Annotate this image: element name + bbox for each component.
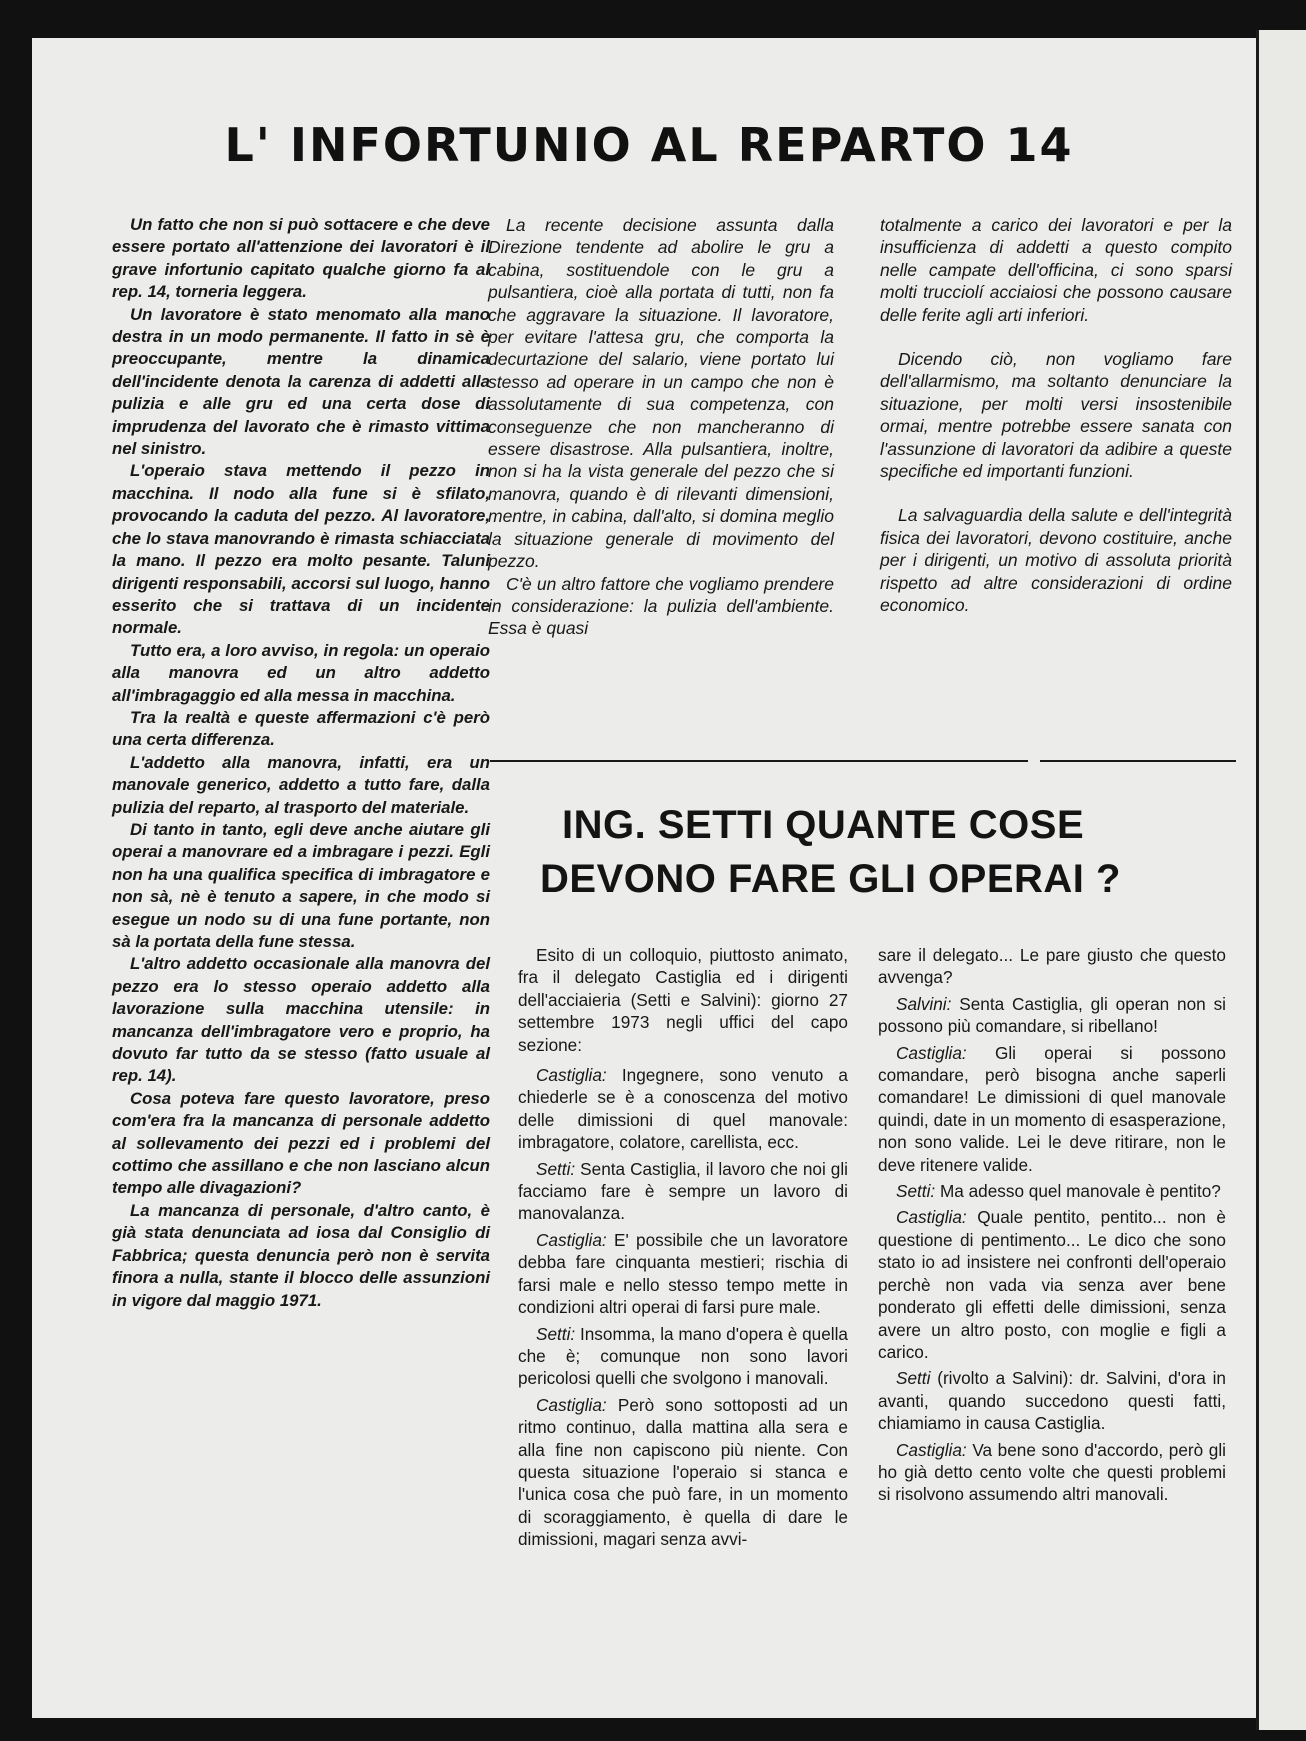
dialogue-line bbox=[878, 1042, 1226, 1176]
article-column-1 bbox=[112, 214, 490, 1312]
paragraph: Un lavoratore è stato menomato alla mano destra in un modo permanente. Il fatto in sè è preoccupante, mentre la dinamica dell'incidente denota la carenza di addetti alla pulizia e alle gru ed una certa dose di imprudenza del lavorato che è rimasto vittima nel sinistro. bbox=[112, 304, 490, 459]
dialogue-text: (rivolto a Salvini): dr. Salvini, d'ora in avanti, quando succedono questi fatti, chiamiamo in causa Castiglia. bbox=[878, 1368, 1226, 1434]
speaker: Castiglia: bbox=[896, 1207, 967, 1228]
speaker: Setti: bbox=[536, 1158, 576, 1179]
speaker: Castiglia: bbox=[896, 1042, 967, 1063]
paragraph: La salvaguardia della salute e dell'integrità fisica dei lavoratori, devono costituire, anche per i dirigenti, un motivo di assoluta priorità rispetto ad altre considerazioni di ordine economico. bbox=[880, 505, 1232, 616]
paragraph: Cosa poteva fare questo lavoratore, preso com'era fra la mancanza di personale addetto al sollevamento dei pezzi ed i problemi del cottimo che assillano e che non lasciano alcun tempo alle divagazioni? bbox=[112, 1088, 490, 1198]
speaker: Castiglia: bbox=[536, 1065, 607, 1086]
dialogue-text: Gli operai si possono comandare, però bisogna anche saperli comandare! Le dimissioni di quel manovale quindi, date in un momento di esasperazione, non sono valide. Lei le deve ritirare, non le deve ritenere valide. bbox=[878, 1042, 1226, 1175]
dialogue-text: E' possibile che un lavoratore debba fare cinquanta mestieri; rischia di farsi male e nello stesso tempo mette in condizioni altri operai di farsi pure male. bbox=[518, 1229, 849, 1318]
paragraph: L'altro addetto occasionale alla manovra del pezzo era lo stesso operaio addetto alla lavorazione sulla macchina utensile: in mancanza dell'imbragatore vero e proprio, ha dovuto far tutto da se stesso (fatto usuale al rep. 14). bbox=[112, 954, 490, 1086]
separator-rule bbox=[1040, 760, 1236, 762]
paragraph: totalmente a carico dei lavoratori e per la insufficienza di addetti a questo compito nelle campate dell'officina, ci sono sparsi molti trucciolí acciaiosi che possono causare delle ferite agli arti inferiori. bbox=[880, 215, 1232, 325]
dialogue-text: Ma adesso quel manovale è pentito? bbox=[939, 1181, 1221, 1202]
dialogue-text: Va bene sono d'accordo, però gli ho già detto cento volte che questi problemi si risolvono assumendo altri manovali. bbox=[878, 1439, 1226, 1505]
article2-column-2 bbox=[878, 944, 1226, 1510]
article2-title bbox=[540, 798, 1266, 906]
dialogue-line bbox=[878, 1367, 1226, 1434]
article2-title-line2: DEVONO FARE GLI OPERAI ? bbox=[540, 857, 1121, 901]
paragraph: La mancanza di personale, d'altro canto, è già stata denunciata ad iosa dal Consiglio di Fabbrica; questa denuncia però non è servita finora a nulla, stante il blocco delle assunzioni in vigore dal maggio 1971. bbox=[112, 1200, 490, 1310]
paragraph: Un fatto che non si può sottacere e che deve essere portato all'attenzione dei lavoratori è il grave infortunio capitato qualche giorno fa al rep. 14, torneria leggera. bbox=[112, 215, 490, 302]
dialogue-text: Senta Castiglia, il lavoro che noi gli facciamo fare è sempre un lavoro di manovalanza. bbox=[518, 1158, 848, 1224]
newspaper-page bbox=[32, 38, 1266, 1718]
speaker: Castiglia: bbox=[896, 1439, 967, 1460]
speaker: Setti: bbox=[536, 1323, 576, 1344]
dialogue-line bbox=[518, 1064, 848, 1154]
dialogue-line bbox=[878, 993, 1226, 1038]
dialogue-line bbox=[878, 1206, 1226, 1363]
dialogue-line bbox=[518, 1229, 848, 1319]
article2-title-line1: ING. SETTI QUANTE COSE bbox=[562, 803, 1085, 847]
speaker: Setti bbox=[896, 1368, 931, 1389]
speaker: Castiglia: bbox=[536, 1229, 607, 1250]
dialogue-text: Insomma, la mano d'opera è quella che è; comunque non sono lavori pericolosi quelli che svolgono i manovali. bbox=[518, 1323, 848, 1389]
dialogue-text: Ingegnere, sono venuto a chiederle se è a conoscenza del motivo delle dimissioni di quel manovale: imbragatore, colatore, carellista, ecc. bbox=[518, 1065, 848, 1153]
dialogue-line bbox=[518, 1323, 848, 1390]
article2-intro: Esito di un colloquio, piuttosto animato, fra il delegato Castiglia ed i dirigenti dell'acciaieria (Setti e Salvini): giorno 27 settembre 1973 negli uffici del capo sezione: bbox=[518, 945, 848, 1055]
dialogue-text: Senta Castiglia, gli operan non si possono più comandare, si ribellano! bbox=[878, 993, 1226, 1037]
article-column-2 bbox=[488, 214, 834, 640]
dialogue-text: Però sono sottoposti ad un ritmo continuo, dalla mattina alla sera e alla fine non capiscono più niente. Con questa situazione l'operaio si stanca e l'unica cosa che può fare, in un momento di scoraggiamento, è quella di dare le dimissioni, magari senza avvi- bbox=[518, 1394, 848, 1550]
paragraph: Tra la realtà e queste affermazioni c'è però una certa differenza. bbox=[112, 707, 490, 750]
article-column-3 bbox=[880, 214, 1232, 617]
dialogue-line bbox=[878, 1439, 1226, 1506]
separator-rule bbox=[490, 760, 1028, 762]
paragraph: L'addetto alla manovra, infatti, era un manovale generico, addetto a tutto fare, dalla pulizia del reparto, al trasporto del materiale. bbox=[112, 752, 490, 817]
dialogue-continuation: sare il delegato... Le pare giusto che questo avvenga? bbox=[878, 945, 1226, 988]
paragraph: Dicendo ciò, non vogliamo fare dell'allarmismo, ma soltanto denunciare la situazione, per molti versi insostenibile ormai, mentre potrebbe essere sanata con l'assunzione di lavoratori da adibire a queste specifiche ed importanti funzioni. bbox=[880, 349, 1232, 482]
paragraph: C'è un altro fattore che vogliamo prendere in considerazione: la pulizia dell'ambiente. Essa è quasi bbox=[488, 573, 834, 639]
page-edge bbox=[1256, 30, 1306, 1730]
paragraph: L'operaio stava mettendo il pezzo in macchina. Il nodo alla fune si è sfilato, provocando la caduta del pezzo. Al lavoratore, che lo stava manovrando è rimasta schiacciata la mano. Il pezzo era molto pesante. Taluni dirigenti responsabili, accorsi sul luogo, hanno esserito che si trattava di un incidente normale. bbox=[112, 461, 490, 638]
paragraph: Di tanto in tanto, egli deve anche aiutare gli operai a manovrare ed a imbragare i pezzi. Egli non ha una qualifica specifica di imbragatore e non sà, nè è tenuto a sapere, in che modo si esegue un nodo su di una fune portante, non sà la portata della fune stessa. bbox=[112, 819, 490, 951]
speaker: Setti: bbox=[896, 1181, 936, 1202]
dialogue-text: Quale pentito, pentito... non è questione di pentimento... Le dico che sono stato io ad insistere nei confronti dell'operaio perchè non vada via senza aver bene ponderato gli effetti delle dimissioni, senza avere un altro posto, con moglie e figli a carico. bbox=[878, 1207, 1226, 1362]
article2-column-1 bbox=[518, 944, 848, 1555]
dialogue-line bbox=[518, 1158, 848, 1225]
paragraph: Tutto era, a loro avviso, in regola: un operaio alla manovra ed un altro addetto all'imbragaggio ed alla messa in macchina. bbox=[112, 640, 490, 705]
article-title: L' INFORTUNIO AL REPARTO 14 bbox=[224, 118, 1074, 172]
dialogue-line bbox=[518, 1394, 848, 1551]
speaker: Castiglia: bbox=[536, 1394, 607, 1415]
speaker: Salvini: bbox=[896, 993, 952, 1014]
dialogue-line bbox=[878, 1180, 1226, 1202]
paragraph: La recente decisione assunta dalla Direzione tendente ad abolire le gru a cabina, sostituendole con le gru a pulsantiera, cioè alla portata di tutti, non fa che aggravare la situazione. Il lavoratore, per evitare l'attesa gru, che comporta la decurtazione del salario, viene portato lui stesso ad operare in un campo che non è assolutamente di sua competenza, con conseguenze che non mancheranno di essere disastrose. Alla pulsantiera, inoltre, non si ha la vista generale del pezzo che si manovra, quando è di rilevanti dimensioni, mentre, in cabina, dall'alto, si domina meglio la situazione generale di movimento del pezzo. bbox=[488, 215, 834, 572]
